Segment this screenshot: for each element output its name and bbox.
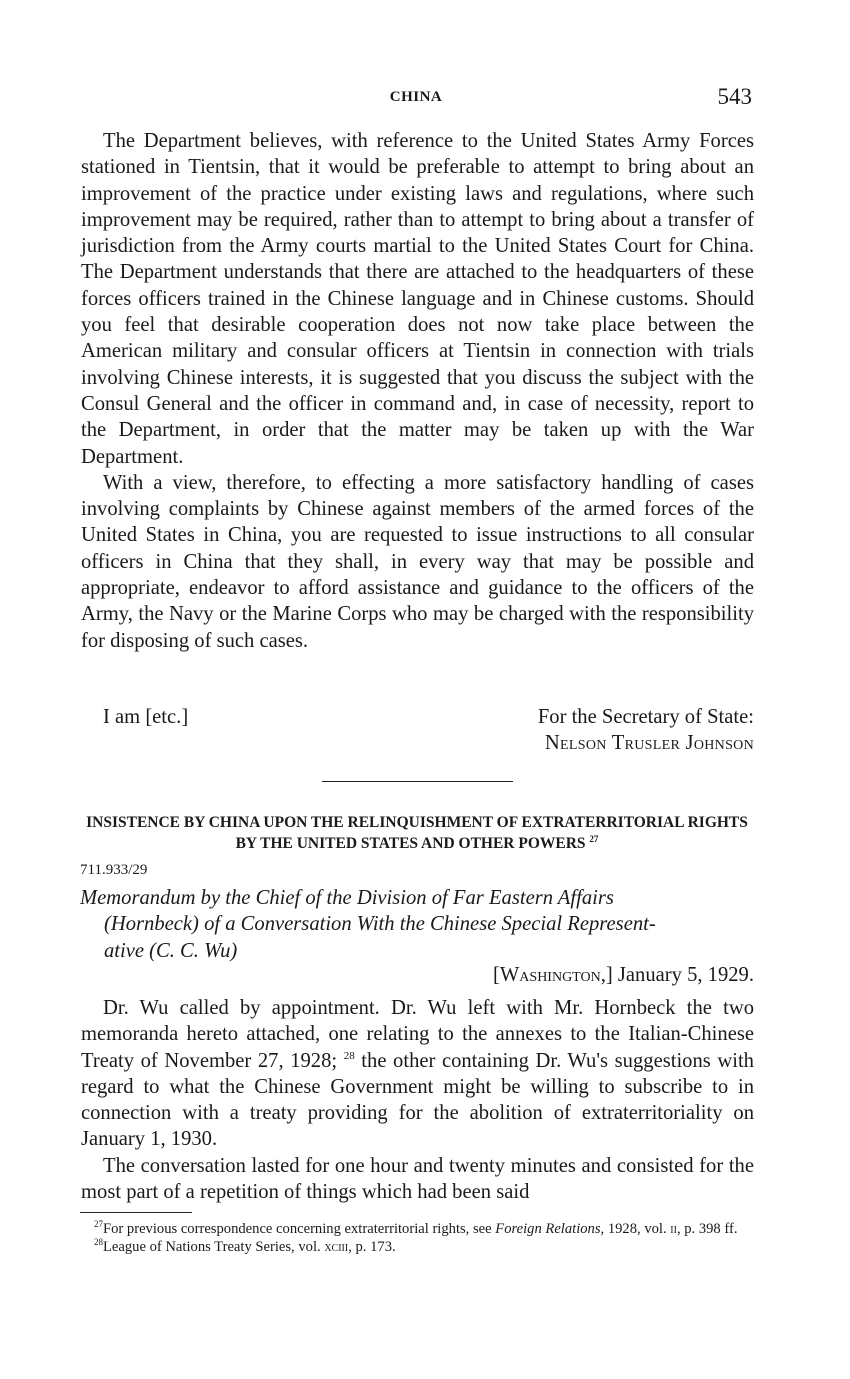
paragraph	[81, 995, 754, 1153]
footnote-text: For previous correspondence concerning extraterritorial rights, see	[103, 1221, 492, 1237]
footnote-italic: Foreign Relations	[495, 1221, 601, 1237]
footnote-ref: 28	[343, 1049, 355, 1062]
section-heading-text: INSISTENCE BY CHINA UPON THE RELINQUISHMENT OF EXTRATERRITORIAL RIGHTS BY THE UNITED STATES AND OTHER POWERS	[86, 814, 748, 852]
footnote-volume: ii	[670, 1221, 677, 1237]
paragraph-text: the other containing Dr. Wu's suggestions with regard to what the Chinese Government might be willing to subscribe to in connection with a treaty providing for the abolition of extraterritoriality on January 1, 1930.	[81, 1049, 754, 1151]
memo-title-line: Memorandum by the Chief of the Division of Far Eastern Affairs	[80, 887, 614, 909]
footnote-text: , p. 398 ff.	[676, 1221, 738, 1237]
salutation: I am [etc.]	[103, 706, 189, 728]
memo-title	[80, 885, 754, 964]
footnote	[80, 1236, 754, 1257]
memo-title-line: (Hornbeck) of a Conversation With the Chinese Special Represent-	[104, 913, 656, 936]
footnote-divider	[80, 1212, 192, 1213]
footnote-text: , p. 173.	[348, 1238, 396, 1255]
page-number: 543	[717, 84, 752, 109]
footnote-number: 27	[94, 1219, 103, 1230]
paragraph-text: Dr. Wu called by appointment. Dr. Wu left with Mr. Hornbeck the two memoranda hereto attached, one relating to the annexes to the Italian-Chinese Treaty of November 27, 1928;	[81, 997, 754, 1072]
footnote-ref: 27	[589, 833, 599, 844]
footnote	[80, 1221, 754, 1239]
file-number: 711.933/29	[80, 862, 148, 878]
footnote-volume: xciii	[324, 1238, 349, 1255]
footnote-number: 28	[94, 1236, 103, 1247]
dateline	[493, 964, 754, 987]
dateline-date: January 5, 1929.	[617, 964, 754, 986]
footnotes	[80, 1221, 754, 1256]
section-heading	[80, 812, 754, 854]
footnote-text: League of Nations Treaty Series, vol.	[103, 1238, 321, 1255]
letter-body	[81, 128, 754, 654]
memo-title-line: ative (C. C. Wu)	[104, 939, 238, 962]
footnote-text: , 1928, vol.	[600, 1221, 671, 1237]
memo-body	[81, 995, 754, 1205]
dateline-place: [Washington,]	[493, 964, 613, 986]
running-head	[80, 84, 752, 114]
paragraph: The Department believes, with reference to the United States Army Forces stationed in Tientsin, that it would be preferable to attempt to bring about an improvement of the practice under existing laws and regulations, where such improvement may be required, rather than to attempt to bring about a transfer of jurisdiction from the Army courts martial to the United States Court for China. The Department understands that there are attached to the headquarters of these forces officers trained in the Chinese language and in Chinese customs. Should you feel that desirable cooperation does not now take place between the American military and consular officers at Tientsin in connection with trials involving Chinese interests, it is suggested that you discuss the subject with the Consul General and the officer in command and, in case of necessity, report to the Department, in order that the matter may be taken up with the War Department.	[81, 130, 754, 468]
signer-name: Nelson Trusler Johnson	[544, 732, 754, 754]
paragraph: With a view, therefore, to effecting a more satisfactory handling of cases involving complaints by Chinese against members of the armed forces of the United States in China, you are requested to issue instructions to all consular officers in China that they shall, in every way that may be possible and appropriate, endeavor to afford assistance and guidance to the officers of the Army, the Navy or the Marine Corps who may be charged with the responsibility for disposing of such cases.	[81, 471, 754, 652]
running-head-title: CHINA	[389, 89, 443, 105]
paragraph: The conversation lasted for one hour and twenty minutes and consisted for the most part of a repetition of things which had been said	[81, 1154, 754, 1204]
for-secretary-line: For the Secretary of State:	[537, 706, 754, 728]
section-divider	[322, 781, 513, 782]
